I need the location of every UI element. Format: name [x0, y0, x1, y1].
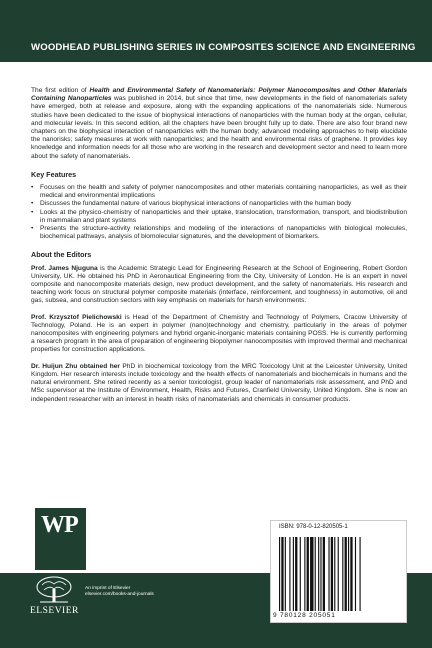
publisher-name-line2: PUBLISHING — [93, 543, 133, 551]
barcode-bar — [315, 537, 316, 611]
editor-name: Dr. Huijun Zhu obtained her — [31, 362, 120, 370]
editor-name: Prof. Krzysztof Pielichowski — [31, 313, 122, 321]
barcode-bar — [310, 537, 313, 611]
list-item: • Presents the structure-activity relationships and modeling of the interactions of nanoparticles with biological molecules, biochemical pathways, analysis of biomolecular signatures, and the development of biomarkers. — [31, 225, 407, 241]
list-item: • Looks at the physico-chemistry of nanoparticles and their uptake, translocation, transformation, transport, and biodistribution in mammalian and plant systems — [31, 209, 407, 225]
barcode-bar — [328, 537, 329, 611]
editor-bio-text: is the Academic Strategic Lead for Engineering Research at the School of Engineering, Robert Gordon University, UK. He obtained his PhD in Aeronautical Engineering from the City, University of London. He is an expert in novel composite and nanocomposite materials design, new product development, and the safety of nanomaterials. His research and teaching work focus on structural polymer composite materials (interface, reinforcement, and toughness) in automotive, oil and gas, subsea, and construction sectors with key emphasis on materials for harsh environments. — [31, 264, 407, 305]
intro-body: was published in 2014, but since that time, new developments in the field of nanomaterials safety have emerged, both at release and exposure, along with the expanding applications of the nanomaterials side. Numerous studies have been dedicated to the issue of biophysical interactions of nanoparticles with the human body at the organ, cellular, and molecular levels. In this second edition, all the chapters have been brought fully up to date. There are also four brand new chapters on the biophysical interaction of nanoparticles with the human body; advanced modeling approaches to help elucidate the nanorisks; safety measures at work with nanoparticles; and the health and environmental risks of graphene. It provides key knowledge and information needs for all those who are working in the research and development sector and need to learn more about the safety of nanomaterials. — [31, 95, 408, 160]
barcode-bar — [345, 537, 347, 611]
key-features-list — [31, 184, 407, 241]
barcode-bar — [293, 537, 294, 611]
imprint-url: elsevier.com/books-and-journals — [85, 592, 154, 597]
barcode-bar — [281, 537, 283, 611]
list-item: • Focuses on the health and safety of polymer nanocomposites and other materials containing nanoparticles, as well as their medical and environmental implications — [31, 184, 407, 200]
barcode-bar — [323, 537, 325, 611]
barcode-bar — [318, 537, 319, 611]
barcode-bar — [289, 537, 290, 611]
barcode-bar — [295, 537, 297, 611]
list-item: • Discusses the fundamental nature of various biophysical interactions of nanoparticles with the human body — [31, 200, 407, 208]
barcode-bar — [331, 537, 333, 611]
barcode-bar — [350, 537, 352, 611]
intro-paragraph — [31, 87, 407, 161]
editor-bio — [31, 265, 407, 306]
wp-logo-box — [35, 508, 87, 570]
elsevier-wordmark: ELSEVIER — [30, 606, 79, 616]
isbn-text: ISBN: 978-0-12-820505-1 — [279, 524, 348, 530]
barcode-bar — [348, 537, 349, 611]
barcode-bar — [300, 537, 301, 611]
imprint-text — [85, 586, 154, 598]
barcode-bar — [334, 537, 335, 611]
barcode-bar — [355, 537, 356, 611]
barcode-bar — [307, 537, 309, 611]
imprint-line1: An imprint of Elsevier — [85, 586, 131, 591]
back-cover-text — [31, 87, 407, 412]
intro-lead: The first edition of — [31, 87, 90, 94]
barcode-bar — [279, 537, 280, 611]
barcode-bar — [285, 537, 286, 611]
editor-bio — [31, 314, 407, 355]
editor-bio-text: PhD in biochemical toxicology from the MRC Toxicology Unit at the Leicester University, United Kingdom. Her research interests include toxicology and the health effects of nanomaterials and biochemicals in humans and the natural environment. She retired recently as a senior toxicologist, group leader of nanomaterials risk assessment, and PhD and MSc supervisor at the Institute of Environment, Health, Risks and Futures, Cranfield University, United Kingdom. She is now an independent researcher with an interest in health risks of nanomaterials and chemicals in consumer products. — [31, 362, 407, 403]
publisher-name-line1: WOODHEAD — [93, 536, 132, 543]
barcode-bar — [320, 537, 321, 611]
barcode-digits: 9 780128 205051 — [273, 612, 336, 619]
series-banner: WOODHEAD PUBLISHING SERIES IN COMPOSITES SCIENCE AND ENGINEERING — [0, 32, 432, 62]
barcode-bar — [342, 537, 343, 611]
barcode-box — [270, 520, 407, 623]
editor-bio-text: is Head of the Department of Chemistry and Technology of Polymers, Cracow University of Technology, Poland. He is an expert in polymer (nano)technology and chemistry, particularly in the areas of polymer nanocomposites with engineering polymers and hybrid organic-inorganic materials containing POSS. He is currently performing a research program in the area of preparation of engineering biopolymer nanocomposites with improved thermal and mechanical properties for construction applications. — [31, 313, 407, 354]
publisher-name — [93, 536, 132, 551]
editor-name: Prof. James Njuguna — [31, 264, 98, 272]
barcode-bar — [304, 537, 305, 611]
editor-bio — [31, 363, 407, 404]
barcode-bar — [338, 537, 339, 611]
about-editors-heading: About the Editors — [31, 250, 92, 260]
book-title: Health and Environmental Safety of Nanomaterials: Polymer Nanocomposites and Other Materials Containing Nanoparticles — [31, 87, 407, 103]
wp-logo-letters: WP — [41, 512, 78, 538]
elsevier-tree-icon — [30, 575, 78, 605]
key-features-heading: Key Features — [31, 169, 77, 179]
barcode-icon — [279, 537, 400, 611]
top-green-strip — [0, 0, 432, 32]
barcode-bar — [360, 537, 361, 611]
